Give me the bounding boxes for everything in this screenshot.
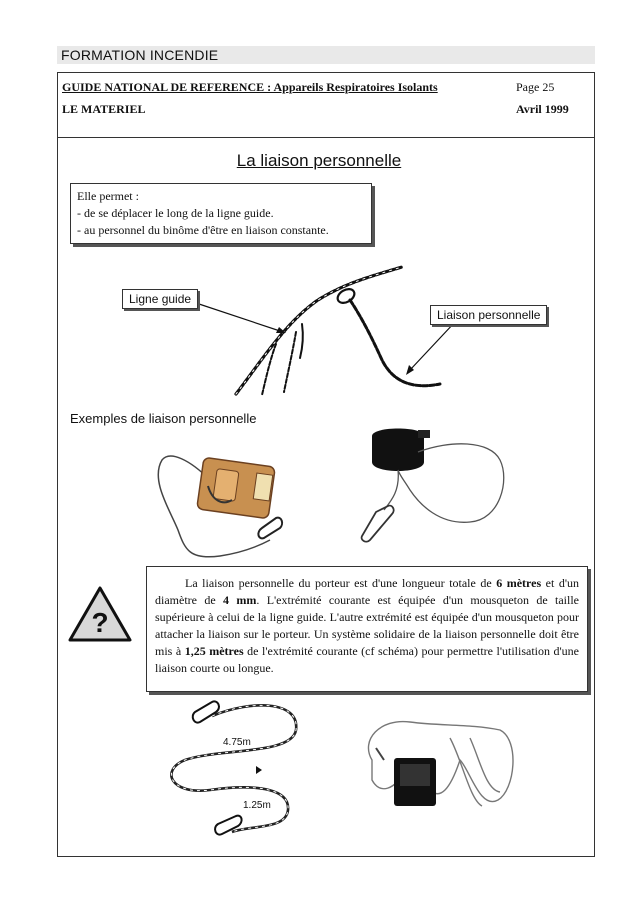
warning-symbol: ? (91, 607, 109, 638)
description-bold: 1,25 mètres (184, 644, 244, 658)
description-text: et d'un diamètre de (155, 576, 579, 607)
description-text: de l'extrémité courante (cf schéma) pour permettre l'utilisation d'une liaison courte ou longue. (155, 644, 579, 675)
description-bold: 4 mm (223, 593, 257, 607)
label-ligne-guide: Ligne guide (122, 289, 198, 309)
examples-title: Exemples de liaison personnelle (70, 411, 257, 426)
chapter-title: LE MATERIEL (62, 102, 146, 116)
description-text: . L'extrémité courante est équipée d'un mousqueton de taille supérieure à celui de la ligne guide. L'autre extrémité est équipée d'un mousqueton pour attacher la liaison sur le porteur. Un système solidaire de la liaison personnelle doit être mis à (155, 593, 579, 658)
page-number: Page 25 (516, 80, 555, 94)
page-title: La liaison personnelle (236, 151, 402, 170)
section-banner: FORMATION INCENDIE (57, 46, 595, 64)
label-liaison-personnelle: Liaison personnelle (430, 305, 547, 325)
description-bold: 6 mètres (496, 576, 542, 590)
dimension-short-label: 1.25m (243, 800, 271, 811)
intro-line: - de se déplacer le long de la ligne guide. (77, 206, 274, 220)
intro-line: - au personnel du binôme d'être en liaison constante. (77, 223, 329, 237)
description-text: La liaison personnelle du porteur est d'une longueur totale de (185, 576, 497, 590)
intro-line: Elle permet : (77, 189, 139, 203)
document-date: Avril 1999 (516, 102, 569, 116)
dimension-long-label: 4.75m (223, 737, 251, 748)
guide-title: GUIDE NATIONAL DE REFERENCE : Appareils Respiratoires Isolants (62, 80, 438, 94)
